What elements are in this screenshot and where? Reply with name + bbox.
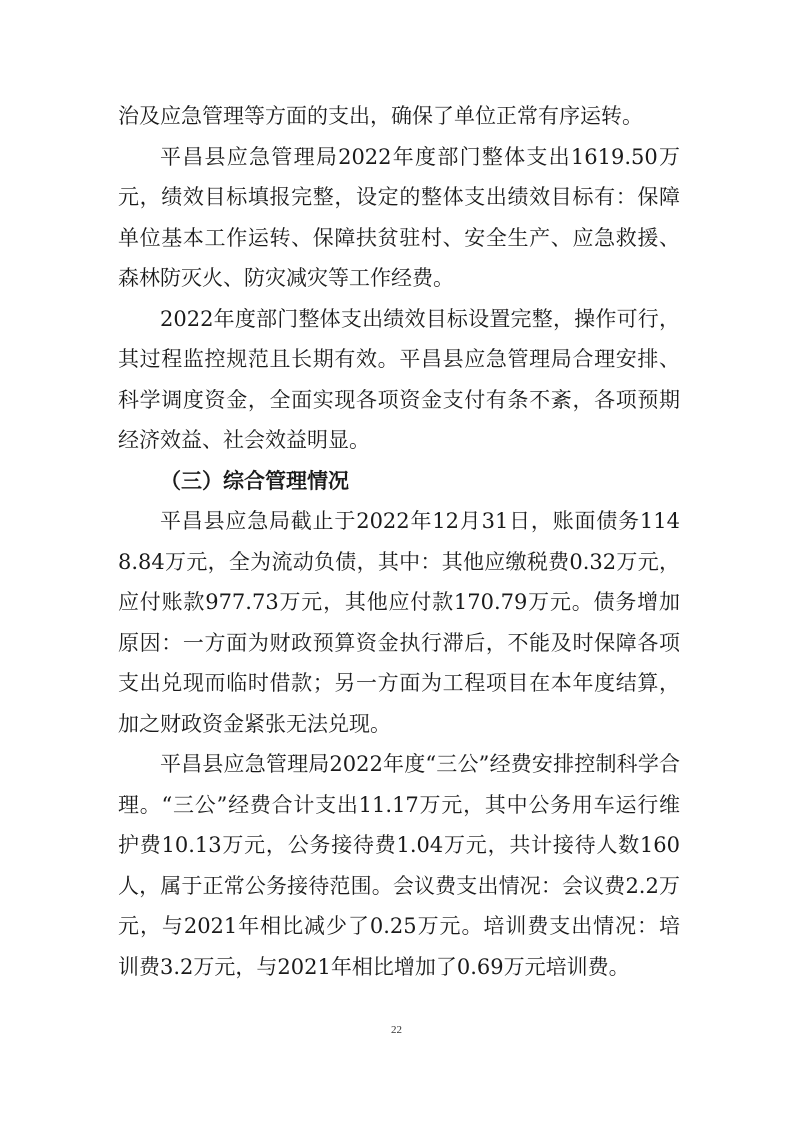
paragraph-2: 平昌县应急管理局2022年度部门整体支出1619.50万元，绩效目标填报完整，设定的整体支出绩效目标有：保障单位基本工作运转、保障扶贫驻村、安全生产、应急救援、森林防灭火、防灾减灾等工作经费。: [118, 144, 680, 290]
paragraph-5: 平昌县应急管理局2022年度“三公”经费安排控制科学合理。“三公”经费合计支出11.17万元，其中公务用车运行维护费10.13万元，公务接待费1.04万元，共计接待人数160人，属于正常公务接待范围。会议费支出情况：会议费2.2万元，与2021年相比减少了0.25万元。培训费支出情况：培训费3.2万元，与2021年相比增加了0.69万元培训费。: [118, 752, 680, 979]
page-number: 22: [391, 1024, 402, 1036]
body-text: [118, 96, 680, 987]
section-heading: （三）综合管理情况: [160, 468, 349, 493]
paragraph-1: 治及应急管理等方面的支出，确保了单位正常有序运转。: [118, 104, 643, 128]
paragraph-4: 平昌县应急局截止于2022年12月31日，账面债务1148.84万元，全为流动负债，其中：其他应缴税费0.32万元，应付账款977.73万元，其他应付款170.79万元。债务增加原因：一方面为财政预算资金执行滞后，不能及时保障各项支出兑现而临时借款；另一方面为工程项目在本年度结算，加之财政资金紧张无法兑现。: [118, 509, 680, 736]
paragraph-3: 2022年度部门整体支出绩效目标设置完整，操作可行，其过程监控规范且长期有效。平昌县应急管理局合理安排、科学调度资金，全面实现各项资金支付有条不紊，各项预期经济效益、社会效益明显。: [118, 306, 680, 452]
